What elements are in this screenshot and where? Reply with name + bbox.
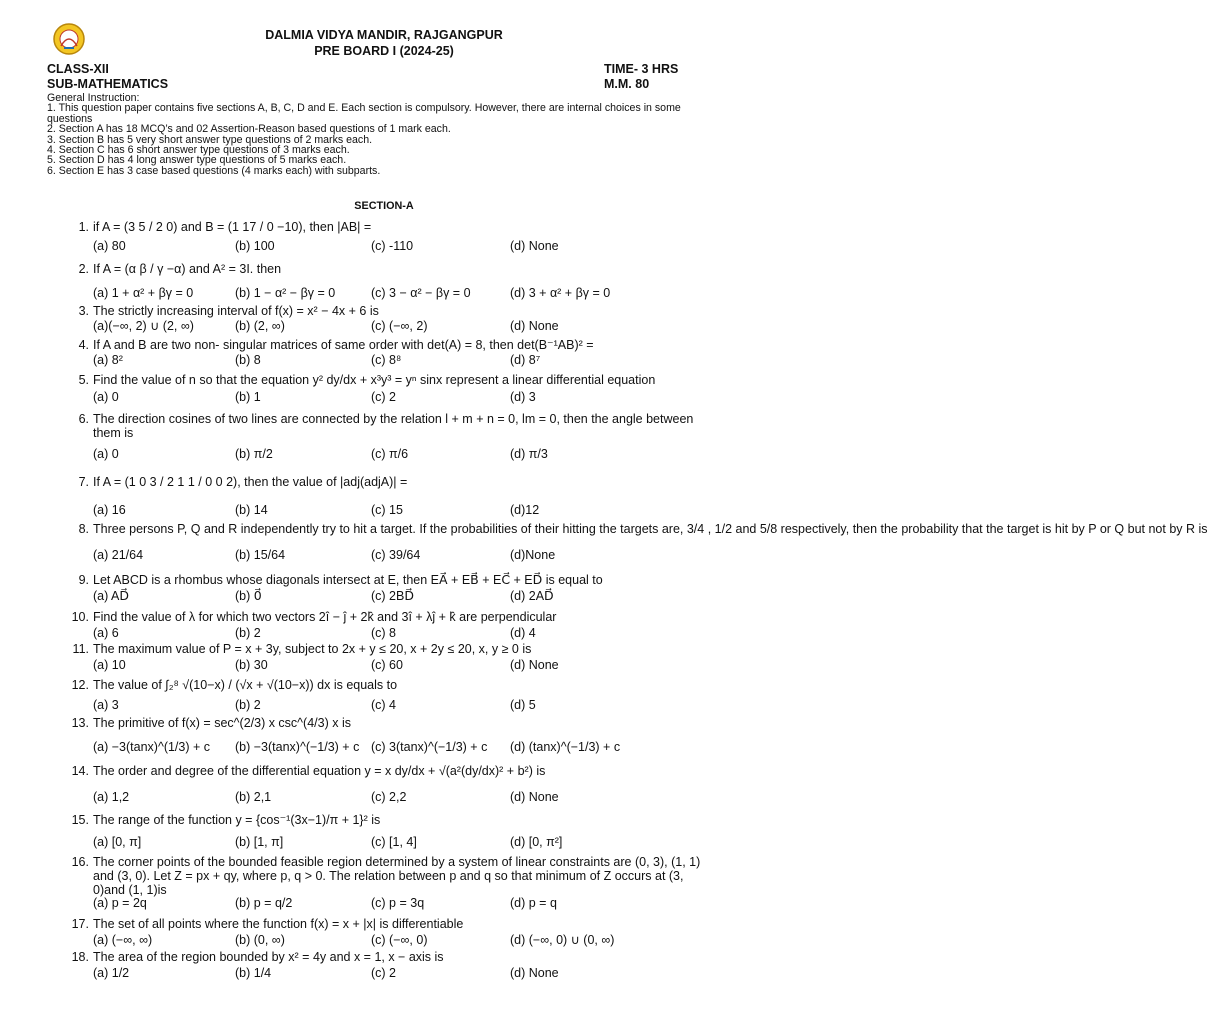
- answer-option: (c) 60: [371, 658, 403, 672]
- answer-option: (c) [1, 4]: [371, 835, 417, 849]
- question-number: 13.: [71, 716, 89, 730]
- answer-option: (a) 1/2: [93, 966, 130, 980]
- answer-option: (c) 3(tanx)^(−1/3) + c: [371, 740, 488, 754]
- answer-option: (b) 100: [235, 239, 275, 253]
- question-number: 18.: [71, 950, 89, 964]
- answer-option: (b) 1: [235, 390, 261, 404]
- answer-option: (b) 14: [235, 503, 268, 517]
- answer-option: (b) (0, ∞): [235, 933, 285, 947]
- answer-option: (d) 3 + α² + βγ = 0: [510, 286, 611, 300]
- question-text: The maximum value of P = x + 3y, subject to 2x + y ≤ 20, x + 2y ≤ 20, x, y ≥ 0 is: [93, 642, 532, 656]
- question-text: The range of the function y = {cos⁻¹(3x−1)/π + 1}² is: [93, 813, 381, 827]
- answer-option: (a) 1,2: [93, 790, 130, 804]
- question-number: 10.: [71, 610, 89, 624]
- answer-option: (a) [0, π]: [93, 835, 142, 849]
- question-text: Find the value of n so that the equation y² dy/dx + x³y³ = yⁿ sinx represent a linear differential equation: [93, 373, 656, 387]
- question-number: 5.: [78, 373, 89, 387]
- question-number: 16.: [71, 855, 89, 869]
- instruction-item: 3. Section B has 5 very short answer type questions of 2 marks each.: [47, 133, 373, 146]
- school-name: DALMIA VIDYA MANDIR, RAJGANGPUR: [265, 28, 503, 42]
- time-label: TIME- 3 HRS: [604, 62, 679, 76]
- class-label: CLASS-XII: [47, 62, 109, 76]
- answer-option: (d) 3: [510, 390, 536, 404]
- instruction-item: 6. Section E has 3 case based questions (4 marks each) with subparts.: [47, 164, 381, 177]
- answer-option: (d) (tanx)^(−1/3) + c: [510, 740, 621, 754]
- instructions-title: General Instruction:: [47, 92, 140, 104]
- answer-option: (a) 3: [93, 698, 119, 712]
- answer-option: (a) 21/64: [93, 548, 144, 562]
- question-number: 15.: [71, 813, 89, 827]
- question-text: Find the value of λ for which two vectors 2î − ĵ + 2k̂ and 3î + λĵ + k̂ are perpendicular: [93, 610, 557, 624]
- answer-option: (a) AD⃗: [93, 589, 130, 603]
- subject-label: SUB-MATHEMATICS: [47, 77, 169, 91]
- question-number: 17.: [71, 917, 89, 931]
- answer-option: (a)(−∞, 2) ∪ (2, ∞): [93, 319, 194, 333]
- answer-option: (d) 8⁷: [510, 353, 541, 367]
- question-text: The area of the region bounded by x² = 4y and x = 1, x − axis is: [93, 950, 444, 964]
- answer-option: (c) 3 − α² − βγ = 0: [371, 286, 471, 300]
- marks-label: M.M. 80: [604, 77, 650, 91]
- answer-option: (d) [0, π²]: [510, 835, 563, 849]
- answer-option: (c) (−∞, 0): [371, 933, 428, 947]
- question-text: The strictly increasing interval of f(x) = x² − 4x + 6 is: [93, 304, 379, 318]
- question-text: The corner points of the bounded feasible region determined by a system of linear constraints are (0, 3), (1, 1) and (3, 0). Let Z = px + qy, where p, q > 0. The relation between p and q so that minimum of Z occurs at (3, 0)and (1, 1)is: [93, 855, 701, 897]
- answer-option: (b) 8: [235, 353, 261, 367]
- answer-option: (a) −3(tanx)^(1/3) + c: [93, 740, 211, 754]
- question-number: 3.: [78, 304, 89, 318]
- answer-option: (b) 2: [235, 626, 261, 640]
- answer-option: (d) None: [510, 658, 559, 672]
- answer-option: (b) −3(tanx)^(−1/3) + c: [235, 740, 360, 754]
- answer-option: (a) 16: [93, 503, 126, 517]
- answer-option: (b) 0⃗: [235, 589, 262, 603]
- answer-option: (d)None: [510, 548, 556, 562]
- answer-option: (b) 1 − α² − βγ = 0: [235, 286, 336, 300]
- question-number: 11.: [72, 642, 89, 656]
- question-text: The direction cosines of two lines are connected by the relation l + m + n = 0, lm = 0, then the angle between them is: [93, 412, 694, 440]
- answer-option: (c) 15: [371, 503, 403, 517]
- question-number: 7.: [78, 475, 89, 489]
- answer-option: (a) p = 2q: [93, 896, 147, 910]
- question-number: 8.: [78, 522, 89, 536]
- answer-option: (a) 0: [93, 447, 119, 461]
- answer-option: (c) 2: [371, 966, 396, 980]
- answer-option: (c) (−∞, 2): [371, 319, 428, 333]
- answer-option: (a) 0: [93, 390, 119, 404]
- instruction-item: 1. This question paper contains five sections A, B, C, D and E. Each section is compulsory. However, there are internal choices in some questions: [47, 102, 681, 125]
- question-text: The value of ∫₂⁸ √(10−x) / (√x + √(10−x)) dx is equals to: [93, 678, 398, 692]
- question-text: If A and B are two non- singular matrices of same order with det(A) = 8, then det(B⁻¹AB)² =: [93, 338, 594, 352]
- answer-option: (c) 8: [371, 626, 396, 640]
- answer-option: (b) 30: [235, 658, 268, 672]
- question-number: 12.: [71, 678, 89, 692]
- answer-option: (c) 2: [371, 390, 396, 404]
- question-number: 9.: [78, 573, 89, 587]
- answer-option: (a) 80: [93, 239, 126, 253]
- answer-option: (c) p = 3q: [371, 896, 425, 910]
- answer-option: (c) 8⁸: [371, 353, 402, 367]
- question-text: Three persons P, Q and R independently try to hit a target. If the probabilities of their hitting the targets are, 3/4 , 1/2 and 5/8 respectively, then the probability that the target is hit by P or Q but not by R is: [93, 522, 1208, 536]
- answer-option: (c) 2BD⃗: [371, 589, 414, 603]
- answer-option: (d) None: [510, 319, 559, 333]
- question-text: The set of all points where the function f(x) = x + |x| is differentiable: [93, 917, 464, 931]
- general-instructions: [47, 93, 697, 176]
- question-number: 1.: [78, 220, 89, 234]
- question-number: 6.: [78, 412, 89, 426]
- answer-option: (a) 6: [93, 626, 119, 640]
- answer-option: (d) None: [510, 239, 559, 253]
- instruction-item: 2. Section A has 18 MCQ’s and 02 Assertion-Reason based questions of 1 mark each.: [47, 123, 451, 136]
- question-number: 4.: [78, 338, 89, 352]
- answer-option: (b) 2: [235, 698, 261, 712]
- answer-option: (d) None: [510, 790, 559, 804]
- answer-option: (d) None: [510, 966, 559, 980]
- answer-option: (b) 1/4: [235, 966, 272, 980]
- question-number: 2.: [78, 262, 89, 276]
- answer-option: (a) 10: [93, 658, 126, 672]
- question-text: The primitive of f(x) = sec^(2/3) x csc^(4/3) x is: [93, 716, 351, 730]
- answer-option: (b) p = q/2: [235, 896, 293, 910]
- instruction-item: 4. Section C has 6 short answer type questions of 3 marks each.: [47, 144, 350, 157]
- answer-option: (c) 39/64: [371, 548, 421, 562]
- exam-title: PRE BOARD I (2024-25): [314, 44, 454, 58]
- answer-option: (b) 2,1: [235, 790, 272, 804]
- answer-option: (a) 1 + α² + βγ = 0: [93, 286, 194, 300]
- answer-option: (b) (2, ∞): [235, 319, 285, 333]
- answer-option: (a) 8²: [93, 353, 123, 367]
- question-text: If A = (1 0 3 / 2 1 1 / 0 0 2), then the value of |adj(adjA)| =: [93, 475, 408, 489]
- answer-option: (a) (−∞, ∞): [93, 933, 153, 947]
- question-text: Let ABCD is a rhombus whose diagonals intersect at E, then EA⃗ + EB⃗ + EC⃗ + ED⃗ is equal to: [93, 573, 603, 587]
- section-title: SECTION-A: [354, 200, 414, 212]
- answer-option: (d) 2AD⃗: [510, 589, 554, 603]
- instruction-item: 5. Section D has 4 long answer type questions of 5 marks each.: [47, 154, 347, 167]
- answer-option: (d) 4: [510, 626, 536, 640]
- question-number: 14.: [71, 764, 89, 778]
- answer-option: (d)12: [510, 503, 540, 517]
- question-text: The order and degree of the differential equation y = x dy/dx + √(a²(dy/dx)² + b²) is: [93, 764, 546, 778]
- answer-option: (d) (−∞, 0) ∪ (0, ∞): [510, 933, 615, 947]
- answer-option: (c) π/6: [371, 447, 409, 461]
- answer-option: (d) π/3: [510, 447, 548, 461]
- answer-option: (c) 4: [371, 698, 396, 712]
- answer-option: (b) [1, π]: [235, 835, 284, 849]
- question-text: If A = (α β / γ −α) and A² = 3I. then: [93, 262, 282, 276]
- answer-option: (d) 5: [510, 698, 536, 712]
- answer-option: (b) π/2: [235, 447, 273, 461]
- question-text: if A = (3 5 / 2 0) and B = (1 17 / 0 −10), then |AB| =: [93, 220, 372, 234]
- answer-option: (c) -110: [371, 239, 414, 253]
- answer-option: (b) 15/64: [235, 548, 286, 562]
- answer-option: (c) 2,2: [371, 790, 407, 804]
- answer-option: (d) p = q: [510, 896, 557, 910]
